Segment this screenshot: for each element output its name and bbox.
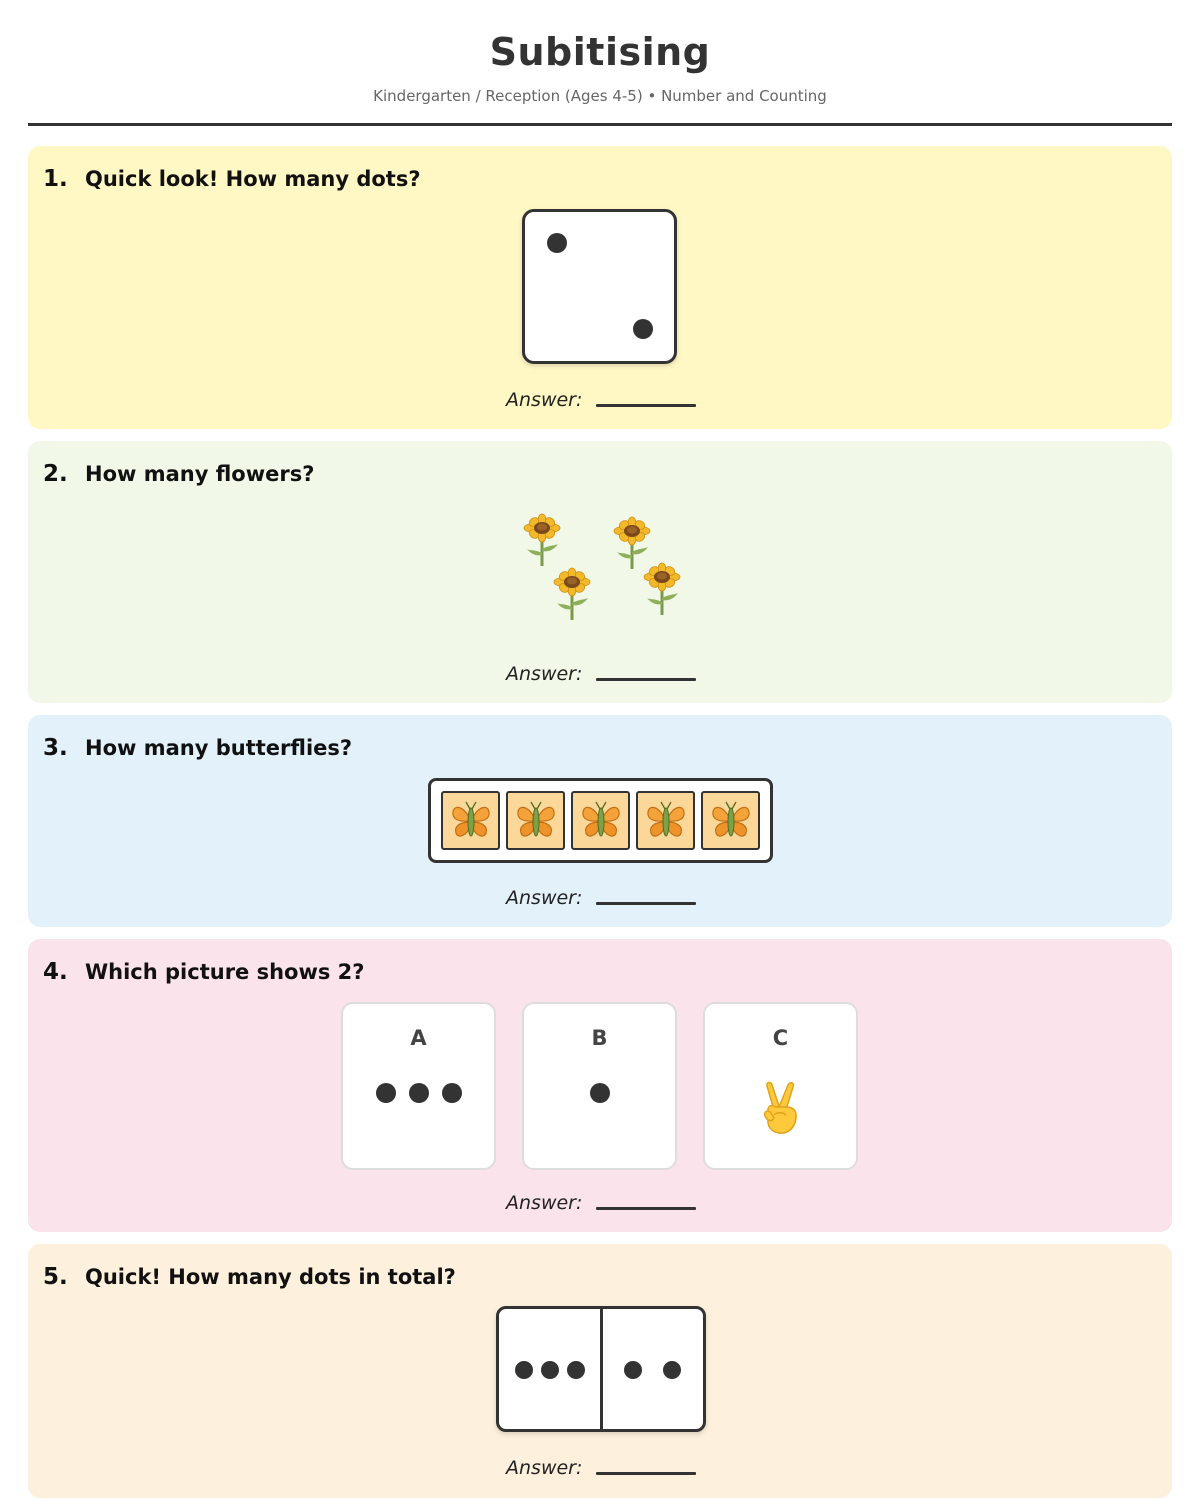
answer-label: Answer: <box>506 887 583 909</box>
question-number: 3. <box>43 735 68 761</box>
domino-divider <box>600 1309 603 1429</box>
option-label: A <box>410 1026 427 1050</box>
question-card-2 <box>28 441 1172 703</box>
butterfly-icon <box>709 799 753 843</box>
question-text: Quick look! How many dots? <box>85 167 421 191</box>
butterfly-icon <box>449 799 493 843</box>
question-number: 2. <box>43 461 68 487</box>
question-card-4 <box>28 939 1172 1232</box>
domino <box>496 1306 706 1432</box>
frame-cell <box>571 791 630 850</box>
question-heading <box>43 735 352 761</box>
option-dot <box>590 1083 610 1103</box>
domino-dot <box>663 1361 681 1379</box>
frame-cell <box>506 791 565 850</box>
question-heading <box>43 1264 456 1290</box>
frame-cell <box>636 791 695 850</box>
question-card-3 <box>28 715 1172 927</box>
option-card-b[interactable] <box>522 1002 677 1170</box>
answer-line[interactable] <box>596 902 696 905</box>
answer-line[interactable] <box>596 678 696 681</box>
option-dot <box>442 1083 462 1103</box>
domino-dot <box>515 1361 533 1379</box>
answer-label: Answer: <box>506 389 583 411</box>
question-card-5 <box>28 1244 1172 1498</box>
answer-label: Answer: <box>506 1457 583 1479</box>
answer-line[interactable] <box>596 1472 696 1475</box>
butterfly-icon <box>579 799 623 843</box>
five-frame <box>428 778 773 863</box>
question-text: Quick! How many dots in total? <box>85 1265 456 1289</box>
option-label: B <box>591 1026 608 1050</box>
question-number: 1. <box>43 166 68 192</box>
die-face <box>522 209 677 364</box>
question-heading <box>43 461 314 487</box>
question-number: 5. <box>43 1264 68 1290</box>
option-dot <box>409 1083 429 1103</box>
question-heading <box>43 166 421 192</box>
domino-dot <box>541 1361 559 1379</box>
sunflower-icon <box>518 513 568 568</box>
answer-label: Answer: <box>506 663 583 685</box>
die-dot <box>547 233 567 253</box>
option-label: C <box>772 1026 789 1050</box>
question-text: How many butterflies? <box>85 736 353 760</box>
frame-cell <box>701 791 760 850</box>
page-title: Subitising <box>489 30 711 74</box>
die-dot <box>633 319 653 339</box>
page-subtitle: Kindergarten / Reception (Ages 4-5) • Number and Counting <box>373 87 827 105</box>
butterfly-icon <box>644 799 688 843</box>
option-card-a[interactable] <box>341 1002 496 1170</box>
answer-line[interactable] <box>596 404 696 407</box>
worksheet-header <box>28 0 1172 126</box>
answer-line[interactable] <box>596 1207 696 1210</box>
option-dot <box>376 1083 396 1103</box>
answer-label: Answer: <box>506 1192 583 1214</box>
question-card-1 <box>28 146 1172 429</box>
question-heading <box>43 959 364 985</box>
frame-cell <box>441 791 500 850</box>
sunflower-icon <box>548 567 598 622</box>
question-text: Which picture shows 2? <box>85 960 365 984</box>
domino-dot <box>567 1361 585 1379</box>
butterfly-icon <box>514 799 558 843</box>
question-text: How many flowers? <box>85 462 315 486</box>
victory-hand-icon <box>757 1080 805 1136</box>
question-number: 4. <box>43 959 68 985</box>
option-card-c[interactable] <box>703 1002 858 1170</box>
domino-dot <box>624 1361 642 1379</box>
sunflower-icon <box>638 562 688 617</box>
